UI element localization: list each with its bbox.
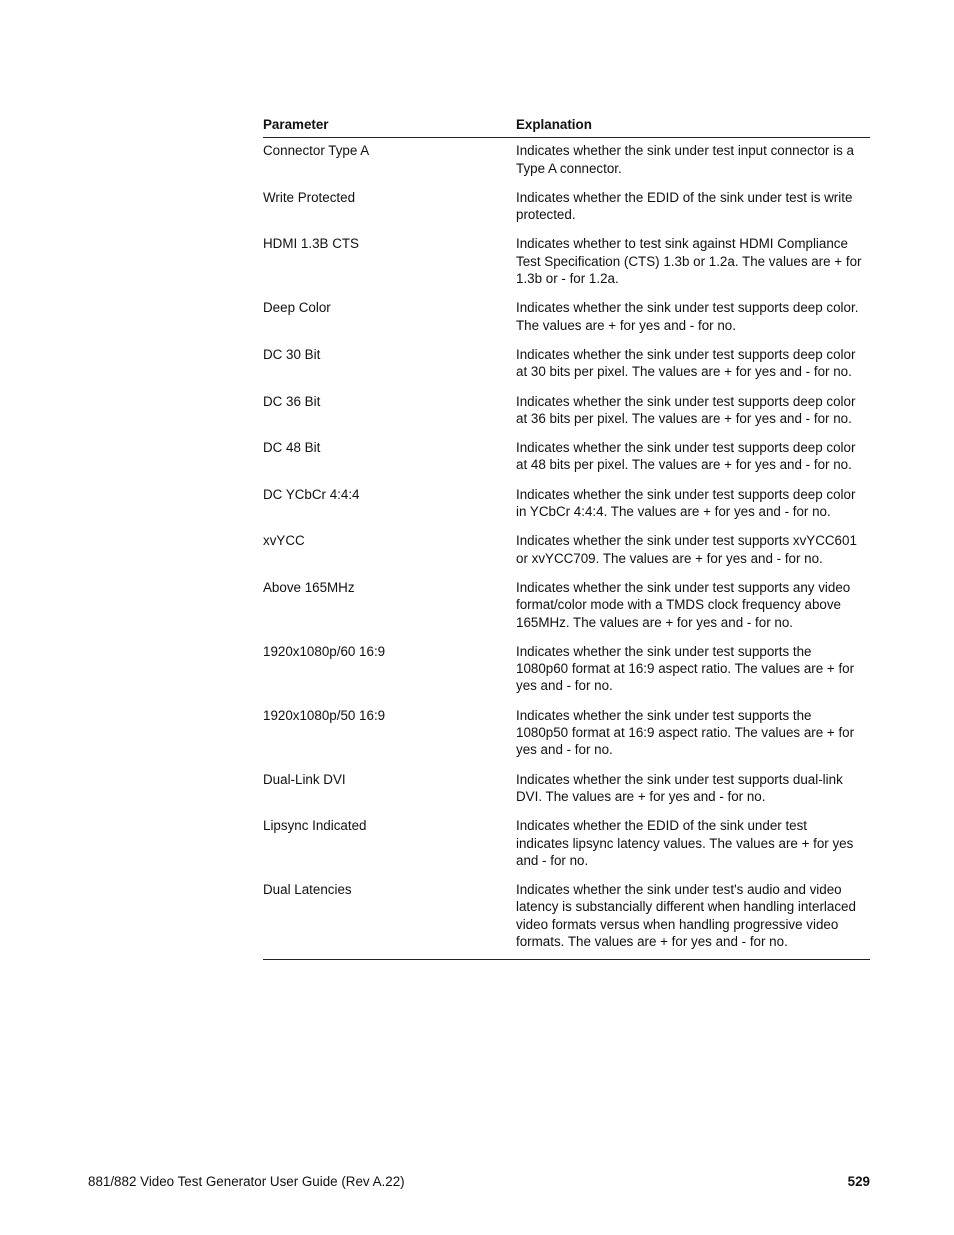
row-explanation: Indicates whether the sink under test supports any video format/color mode with a TMDS clock frequency above 165MHz. The values are + for yes and - for no. [516, 579, 851, 630]
table-row [263, 346, 870, 381]
row-parameter: DC YCbCr 4:4:4 [263, 486, 360, 502]
row-parameter: Deep Color [263, 300, 331, 316]
row-explanation: Indicates whether the sink under test input connector is a Type A connector. [516, 143, 854, 176]
table-row [263, 643, 870, 695]
row-parameter: Dual-Link DVI [263, 771, 346, 787]
table-header [263, 116, 870, 138]
row-parameter: Connector Type A [263, 143, 370, 159]
row-parameter: xvYCC [263, 533, 305, 549]
row-explanation: Indicates whether the sink under test's audio and video latency is substancially different when handling interlaced video formats versus when handling progressive video formats. The values are + for yes and - for no. [516, 882, 856, 949]
row-parameter: 1920x1080p/50 16:9 [263, 707, 386, 723]
table-row [263, 707, 870, 759]
table-row [263, 486, 870, 521]
row-explanation: Indicates whether the sink under test supports deep color. The values are + for yes and - for no. [516, 300, 859, 333]
row-parameter: Write Protected [263, 189, 356, 205]
row-explanation: Indicates whether the EDID of the sink under test is write protected. [516, 189, 853, 223]
row-parameter: Dual Latencies [263, 882, 352, 898]
header-explanation: Explanation [516, 117, 592, 132]
table-row [263, 235, 870, 287]
row-explanation: Indicates whether the sink under test supports the 1080p60 format at 16:9 aspect ratio. The values are + for yes and - for no. [516, 643, 855, 694]
table-row [263, 579, 870, 631]
table-row [263, 393, 870, 428]
row-parameter: Above 165MHz [263, 579, 355, 595]
row-parameter: DC 36 Bit [263, 393, 321, 409]
table-row [263, 817, 870, 869]
guide-title: 881/882 Video Test Generator User Guide (Rev A.22) [88, 1174, 405, 1189]
row-explanation: Indicates whether the sink under test supports the 1080p50 format at 16:9 aspect ratio. The values are + for yes and - for no. [516, 707, 855, 758]
table-body [263, 138, 870, 960]
table-row [263, 532, 870, 567]
row-explanation: Indicates whether the sink under test supports deep color at 36 bits per pixel. The values are + for yes and - for no. [516, 393, 856, 426]
row-explanation: Indicates whether the sink under test supports deep color at 30 bits per pixel. The values are + for yes and - for no. [516, 346, 856, 380]
table-row [263, 881, 870, 950]
table-row [263, 299, 870, 334]
row-parameter: DC 48 Bit [263, 440, 321, 456]
table-row [263, 142, 870, 177]
row-explanation: Indicates whether the sink under test supports deep color in YCbCr 4:4:4. The values are + for yes and - for no. [516, 486, 856, 520]
row-parameter: DC 30 Bit [263, 346, 321, 362]
table-row [263, 771, 870, 806]
row-explanation: Indicates whether the EDID of the sink under test indicates lipsync latency values. The values are + for yes and - for no. [516, 818, 854, 868]
row-explanation: Indicates whether the sink under test supports xvYCC601 or xvYCC709. The values are + for yes and - for no. [516, 533, 857, 566]
table-row [263, 439, 870, 474]
page-footer [88, 1174, 870, 1189]
row-parameter: HDMI 1.3B CTS [263, 236, 359, 252]
row-parameter: Lipsync Indicated [263, 818, 367, 834]
table-row [263, 189, 870, 224]
page-number: 529 [847, 1174, 870, 1189]
row-explanation: Indicates whether to test sink against HDMI Compliance Test Specification (CTS) 1.3b or 1.2a. The values are + for 1.3b or - for 1.2a. [516, 236, 862, 287]
row-explanation: Indicates whether the sink under test supports deep color at 48 bits per pixel. The values are + for yes and - for no. [516, 440, 856, 473]
parameter-table [263, 116, 870, 960]
header-parameter: Parameter [263, 117, 329, 132]
row-parameter: 1920x1080p/60 16:9 [263, 643, 386, 659]
row-explanation: Indicates whether the sink under test supports dual-link DVI. The values are + for yes and - for no. [516, 771, 843, 804]
